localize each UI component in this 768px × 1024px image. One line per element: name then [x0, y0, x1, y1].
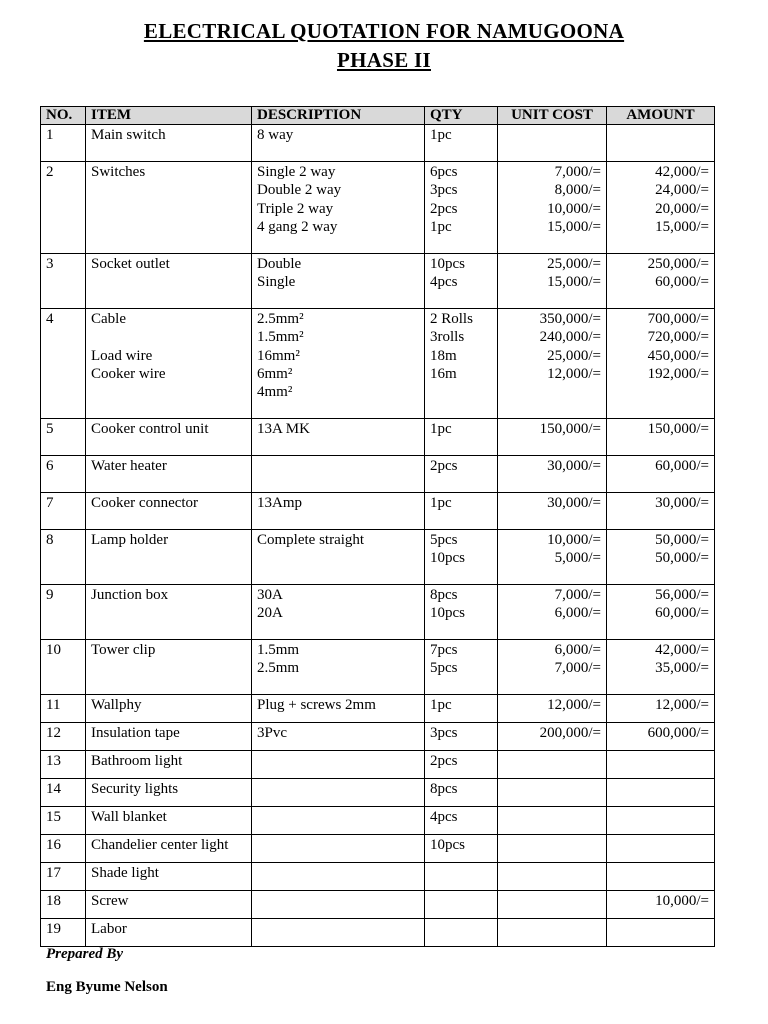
cell-description: [252, 807, 425, 835]
cell-no: 2: [41, 162, 86, 254]
table-body: [41, 125, 715, 947]
table-row: [41, 779, 715, 807]
cell-amount-line: 60,000/=: [655, 605, 709, 622]
cell-qty: [425, 309, 498, 419]
cell-amount-line: 42,000/=: [655, 164, 709, 180]
cell-item: [86, 751, 252, 779]
cell-qty: [425, 695, 498, 723]
cell-unit-cost-line: 12,000/=: [547, 697, 601, 713]
cell-unit-cost: [498, 835, 607, 863]
cell-qty-line: 10pcs: [430, 256, 465, 272]
cell-no: 6: [41, 456, 86, 493]
cell-description-line: 20A: [257, 605, 283, 622]
cell-item-line: Junction box: [91, 587, 169, 603]
cell-item-line: Cable: [91, 311, 126, 327]
cell-no: 16: [41, 835, 86, 863]
cell-description-line: 1.5mm²: [257, 329, 304, 346]
cell-unit-cost-line: 10,000/=: [547, 532, 601, 548]
table-row: [41, 835, 715, 863]
cell-qty-line: 1pc: [430, 495, 452, 511]
cell-amount: [607, 751, 715, 779]
cell-amount-line: 56,000/=: [655, 587, 709, 603]
cell-description-line: Complete straight: [257, 532, 365, 548]
cell-no: 5: [41, 419, 86, 456]
cell-description-line: 13A MK: [257, 421, 310, 437]
cell-no: 15: [41, 807, 86, 835]
cell-unit-cost: [498, 863, 607, 891]
table-row: [41, 493, 715, 530]
cell-qty-line: 8pcs: [430, 587, 458, 603]
cell-qty-line: 4pcs: [430, 809, 458, 825]
table-row: [41, 891, 715, 919]
cell-amount: [607, 456, 715, 493]
cell-no: 14: [41, 779, 86, 807]
cell-description-line: Double: [257, 256, 302, 272]
header-qty: QTY: [425, 107, 498, 125]
cell-amount-line: 24,000/=: [655, 182, 709, 199]
cell-amount: [607, 863, 715, 891]
cell-item: [86, 125, 252, 162]
cell-amount: [607, 695, 715, 723]
cell-no: 19: [41, 919, 86, 947]
cell-qty: [425, 254, 498, 309]
cell-item: [86, 919, 252, 947]
cell-item: [86, 493, 252, 530]
table-row: [41, 585, 715, 640]
cell-description-line: 6mm²: [257, 365, 293, 382]
cell-no: 8: [41, 530, 86, 585]
cell-unit-cost-line: 6,000/=: [554, 605, 601, 622]
cell-amount: [607, 125, 715, 162]
cell-no: 10: [41, 640, 86, 695]
cell-unit-cost-line: 240,000/=: [539, 329, 601, 346]
cell-qty: [425, 807, 498, 835]
cell-unit-cost-line: 12,000/=: [547, 365, 601, 382]
cell-unit-cost: [498, 779, 607, 807]
cell-qty-line: 18m: [430, 347, 457, 364]
cell-description-line: 4 gang 2 way: [257, 218, 338, 235]
cell-amount: [607, 530, 715, 585]
cell-qty-line: 7pcs: [430, 642, 458, 658]
cell-item: [86, 779, 252, 807]
cell-description-line: 13Amp: [257, 495, 302, 511]
cell-item: [86, 585, 252, 640]
header-description: DESCRIPTION: [252, 107, 425, 125]
cell-item: [86, 835, 252, 863]
cell-amount-line: 250,000/=: [647, 256, 709, 272]
cell-description: [252, 254, 425, 309]
cell-description-line: Double 2 way: [257, 182, 342, 199]
cell-description-line: 16mm²: [257, 347, 300, 364]
cell-qty-line: 3pcs: [430, 725, 458, 741]
cell-qty-line: 1pc: [430, 697, 452, 713]
cell-description-line: 3Pvc: [257, 725, 287, 741]
prepared-by-name: Eng Byume Nelson: [46, 979, 168, 995]
cell-qty-line: 10pcs: [430, 605, 465, 622]
prepared-by-label: Prepared By: [46, 946, 124, 962]
cell-item: [86, 254, 252, 309]
header-amount: AMOUNT: [607, 107, 715, 125]
cell-unit-cost: [498, 493, 607, 530]
cell-unit-cost-line: 200,000/=: [539, 725, 601, 741]
cell-unit-cost: [498, 530, 607, 585]
cell-qty-line: 3pcs: [430, 182, 458, 199]
cell-item-line: Water heater: [91, 458, 167, 474]
cell-qty-line: 4pcs: [430, 274, 458, 291]
cell-description: [252, 751, 425, 779]
table-row: [41, 640, 715, 695]
cell-item-line: Screw: [91, 893, 129, 909]
cell-item-line: Tower clip: [91, 642, 156, 658]
cell-item-line: Shade light: [91, 865, 159, 881]
cell-amount-line: 192,000/=: [647, 365, 709, 382]
cell-item-line: Security lights: [91, 781, 179, 797]
header-no: NO.: [41, 107, 86, 125]
cell-qty: [425, 891, 498, 919]
document-title-line2: PHASE II: [336, 48, 431, 72]
cell-qty: [425, 125, 498, 162]
cell-no: 1: [41, 125, 86, 162]
cell-description: [252, 723, 425, 751]
cell-description-line: Plug + screws 2mm: [257, 697, 376, 713]
cell-description: [252, 162, 425, 254]
cell-qty: [425, 456, 498, 493]
cell-unit-cost: [498, 419, 607, 456]
cell-unit-cost-line: 5,000/=: [554, 550, 601, 567]
cell-unit-cost-line: 15,000/=: [547, 274, 601, 291]
cell-qty: [425, 751, 498, 779]
cell-description-line: 4mm²: [257, 384, 293, 401]
cell-no: 18: [41, 891, 86, 919]
cell-description-line: 8 way: [257, 127, 294, 143]
cell-amount: [607, 779, 715, 807]
cell-qty-line: 16m: [430, 365, 457, 382]
cell-description-line: 2.5mm²: [257, 311, 304, 327]
cell-amount-line: 60,000/=: [655, 458, 709, 474]
cell-amount-line: 30,000/=: [655, 495, 709, 511]
cell-item-line: Chandelier center light: [91, 837, 229, 853]
cell-amount-line: 42,000/=: [655, 642, 709, 658]
cell-description: [252, 125, 425, 162]
cell-unit-cost-line: 7,000/=: [554, 587, 601, 603]
cell-qty-line: 2pcs: [430, 458, 458, 474]
table-row: [41, 919, 715, 947]
cell-qty-line: 10pcs: [430, 550, 465, 567]
cell-item-line: Cooker wire: [91, 365, 166, 382]
cell-amount-line: 10,000/=: [655, 893, 709, 909]
cell-qty: [425, 919, 498, 947]
cell-unit-cost-line: 30,000/=: [547, 495, 601, 511]
cell-unit-cost: [498, 891, 607, 919]
cell-item: [86, 530, 252, 585]
cell-item-line: Labor: [91, 921, 127, 937]
cell-unit-cost-line: 25,000/=: [547, 347, 601, 364]
cell-qty-line: 8pcs: [430, 781, 458, 797]
table-row: [41, 309, 715, 419]
table-row: [41, 456, 715, 493]
cell-unit-cost: [498, 456, 607, 493]
cell-item: [86, 723, 252, 751]
cell-qty: [425, 162, 498, 254]
cell-amount-line: 50,000/=: [655, 532, 709, 548]
cell-description: [252, 695, 425, 723]
cell-no: 3: [41, 254, 86, 309]
cell-item: [86, 640, 252, 695]
cell-amount: [607, 162, 715, 254]
cell-description-line: Single 2 way: [257, 164, 336, 180]
cell-qty: [425, 779, 498, 807]
cell-amount: [607, 723, 715, 751]
cell-amount: [607, 919, 715, 947]
cell-description: [252, 309, 425, 419]
cell-qty-line: 10pcs: [430, 837, 465, 853]
cell-item: [86, 162, 252, 254]
cell-item-line: Switches: [91, 164, 146, 180]
cell-no: 13: [41, 751, 86, 779]
cell-qty: [425, 530, 498, 585]
cell-unit-cost-line: 6,000/=: [554, 642, 601, 658]
cell-item: [86, 309, 252, 419]
cell-no: 9: [41, 585, 86, 640]
cell-item: [86, 807, 252, 835]
cell-unit-cost-line: 8,000/=: [554, 182, 601, 199]
cell-unit-cost-line: 150,000/=: [539, 421, 601, 437]
cell-item-line: Cooker control unit: [91, 421, 209, 437]
cell-item: [86, 863, 252, 891]
cell-amount-line: 15,000/=: [655, 218, 709, 235]
cell-description: [252, 919, 425, 947]
cell-qty: [425, 585, 498, 640]
cell-unit-cost: [498, 807, 607, 835]
table-row: [41, 419, 715, 456]
cell-amount-line: 12,000/=: [655, 697, 709, 713]
cell-unit-cost-line: 30,000/=: [547, 458, 601, 474]
cell-item: [86, 456, 252, 493]
cell-description-line: Triple 2 way: [257, 200, 334, 217]
cell-item: [86, 695, 252, 723]
cell-amount: [607, 807, 715, 835]
cell-unit-cost-line: 25,000/=: [547, 256, 601, 272]
cell-description-line: Single: [257, 274, 296, 291]
table-row: [41, 162, 715, 254]
cell-no: 7: [41, 493, 86, 530]
quotation-table: [40, 106, 715, 947]
cell-qty-line: 6pcs: [430, 164, 458, 180]
cell-unit-cost: [498, 919, 607, 947]
cell-amount: [607, 254, 715, 309]
cell-description: [252, 891, 425, 919]
cell-item: [86, 891, 252, 919]
cell-amount: [607, 835, 715, 863]
cell-item-line: Lamp holder: [91, 532, 169, 548]
cell-amount: [607, 640, 715, 695]
cell-unit-cost-line: 7,000/=: [554, 164, 601, 180]
cell-qty: [425, 863, 498, 891]
cell-amount-line: 35,000/=: [655, 660, 709, 677]
cell-unit-cost: [498, 585, 607, 640]
cell-qty: [425, 419, 498, 456]
cell-unit-cost: [498, 640, 607, 695]
table-row: [41, 863, 715, 891]
cell-amount: [607, 493, 715, 530]
cell-description: [252, 863, 425, 891]
cell-qty-line: 2pcs: [430, 753, 458, 769]
cell-qty: [425, 835, 498, 863]
table-row: [41, 530, 715, 585]
cell-item-line: Main switch: [91, 127, 166, 143]
cell-description-line: 1.5mm: [257, 642, 300, 658]
cell-unit-cost: [498, 723, 607, 751]
cell-description: [252, 530, 425, 585]
cell-description: [252, 835, 425, 863]
cell-amount: [607, 419, 715, 456]
cell-item-line: Wallphy: [91, 697, 142, 713]
cell-qty-line: 3rolls: [430, 329, 465, 346]
cell-item-line: Cooker connector: [91, 495, 199, 511]
cell-item-line: [91, 328, 246, 346]
cell-qty-line: 1pc: [430, 127, 452, 143]
document-title-line1: ELECTRICAL QUOTATION FOR NAMUGOONA: [143, 19, 625, 43]
cell-description: [252, 640, 425, 695]
cell-description-line: 2.5mm: [257, 660, 300, 677]
table-row: [41, 751, 715, 779]
cell-item-line: Wall blanket: [91, 809, 167, 825]
table-header: [41, 107, 715, 125]
cell-unit-cost-line: 350,000/=: [539, 311, 601, 327]
cell-no: 11: [41, 695, 86, 723]
cell-qty-line: 2pcs: [430, 200, 458, 217]
cell-qty: [425, 493, 498, 530]
cell-item-line: Bathroom light: [91, 753, 183, 769]
cell-description: [252, 585, 425, 640]
cell-item: [86, 419, 252, 456]
cell-amount-line: 50,000/=: [655, 550, 709, 567]
cell-qty-line: 1pc: [430, 421, 452, 437]
table-row: [41, 723, 715, 751]
cell-amount: [607, 309, 715, 419]
cell-unit-cost: [498, 162, 607, 254]
cell-description: [252, 456, 425, 493]
cell-description-line: 30A: [257, 587, 283, 603]
cell-amount: [607, 585, 715, 640]
cell-amount: [607, 891, 715, 919]
cell-no: 4: [41, 309, 86, 419]
cell-description: [252, 419, 425, 456]
cell-item-line: Socket outlet: [91, 256, 170, 272]
table-row: [41, 125, 715, 162]
cell-unit-cost: [498, 309, 607, 419]
cell-amount-line: 600,000/=: [647, 725, 709, 741]
cell-item-line: Insulation tape: [91, 725, 180, 741]
cell-amount-line: 720,000/=: [647, 329, 709, 346]
cell-amount-line: 450,000/=: [647, 347, 709, 364]
cell-qty: [425, 723, 498, 751]
cell-unit-cost-line: 15,000/=: [547, 218, 601, 235]
cell-amount-line: 60,000/=: [655, 274, 709, 291]
cell-amount-line: 700,000/=: [647, 311, 709, 327]
cell-unit-cost: [498, 695, 607, 723]
header-item: ITEM: [86, 107, 252, 125]
cell-amount-line: 20,000/=: [655, 200, 709, 217]
cell-qty-line: 5pcs: [430, 660, 458, 677]
header-unit-cost: UNIT COST: [498, 107, 607, 125]
cell-qty-line: 5pcs: [430, 532, 458, 548]
cell-unit-cost: [498, 125, 607, 162]
table-row: [41, 695, 715, 723]
cell-description: [252, 779, 425, 807]
cell-qty-line: 1pc: [430, 218, 452, 235]
cell-unit-cost-line: 7,000/=: [554, 660, 601, 677]
cell-no: 17: [41, 863, 86, 891]
table-row: [41, 254, 715, 309]
cell-qty: [425, 640, 498, 695]
cell-item-line: Load wire: [91, 347, 153, 364]
table-row: [41, 807, 715, 835]
cell-qty-line: 2 Rolls: [430, 311, 473, 327]
cell-description: [252, 493, 425, 530]
cell-unit-cost: [498, 254, 607, 309]
cell-amount-line: 150,000/=: [647, 421, 709, 437]
cell-no: 12: [41, 723, 86, 751]
cell-unit-cost: [498, 751, 607, 779]
cell-unit-cost-line: 10,000/=: [547, 200, 601, 217]
